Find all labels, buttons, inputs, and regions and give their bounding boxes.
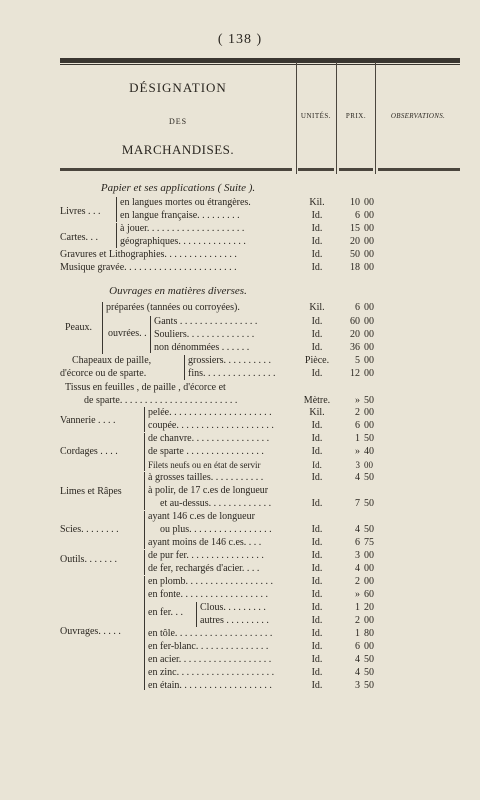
brace [196, 602, 197, 627]
category-ouvrages: Ouvrages. . . . . [60, 626, 121, 637]
brace [184, 355, 185, 380]
header-rule-thin [60, 64, 460, 65]
book-page: ( 138 ) DÉSIGNATION DES MARCHANDISES. UNITÉS. PRIX. OBSERVATIONS. Papier et ses applications ( Suite ). Livres . . . en langues mortes ou étrangères. Kil. 10 00 en langue française. . . . . . . . . Id. 6 00 Cartes. . . à jouer. . . . . . . . . . . . . . . . . . . . Id. 15 00 géographiques. . . . . . . . . . . . . . Id. 20 00 Gravures et Lithographies. . . . . . . . . . . . . . . Id. 50 00 Musique gravée. . . . . . . . . . . . . . . . . . . . . . . Id. 18 00 Ouvrages en matières diverses. Peaux. préparées (tannées ou corroyées). Kil. 6 00 ouvrées. . Gants . . . . . . . . . . . . . . . . Id. 60 00 Souliers. . . . . . . . . . . . . . Id. 20 00 non dénommées . . . . . . Id. 36 00 Chapeaux de paille, grossiers. . . . . . . . . . Pièce. 5 00 d'écorce ou de sparte. fins. . . . . . . . . . . . . . . Id. 12 00 Tissus en feuilles , de paille , d'écorce et de sparte. . . . . . . . . . . . . . . . . . . . . . . . Mètre. » 50 Vannerie . . . . pelée. . . . . . . . . . . . . . . . . . . . . Kil. 2 00 coupée. . . . . . . . . . . . . . . . . . . . Id. 6 00 Cordages . . . . de chanvre. . . . . . . . . . . . . . . . Id. 1 50 de sparte . . . . . . . . . . . . . . . . Id. » 40 Filets neufs ou en état de servir Id. 3 00 Limes et Râpes à grosses tailles. . . . . . . . . . . Id. 4 50 à polir, de 17 c.es de longueur et au-dessus. . . . . . . . . . . . . Id. 7 50 Scies. . . . . . . . ayant 146 c.es de longueur ou plus. . . . . . . . . . . . . . . . . Id. 4 50 ayant moins de 146 c.es. . . . Id. 6 75 Outils. . . . . . . de pur fer. . . . . . . . . . . . . . . . Id. 3 00 de fer, rechargés d'acier. . . . Id. 4 00 Ouvrages. . . . . en plomb. . . . . . . . . . . . . . . . . . Id. 2 00 en fonte. . . . . . . . . . . . . . . . . . Id. » 60 en fer. . . Clous. . . . . . . . . Id. 1 20 autres . . . . . . . . . Id. 2 00 en tôle. . . . . . . . . . . . . . . . . . . . Id. 1 80 en fer-blanc. . . . . . . . . . . . . . . Id. 6 00 en acier. . . . . . . . . . . . . . . . . . . Id. 4 50 en zinc. . . . . . . . . . . . . . . . . . . . Id. 4 50 en étain. . . . . . . . . . . . . . . . . . . Id. 3 50 [0, 0, 480, 800]
category-peaux: Peaux. [65, 322, 92, 333]
page-number: ( 138 ) [217, 32, 263, 47]
header-units: UNITÉS. [300, 112, 332, 120]
brace [144, 511, 145, 549]
category-cartes: Cartes. . . [60, 232, 99, 243]
brace [144, 550, 145, 575]
brace [144, 407, 145, 432]
category-ouvrees: ouvrées. . [108, 328, 147, 339]
header-marchandises: MARCHANDISES. [121, 142, 235, 157]
category-limes: Limes et Râpes [60, 486, 122, 497]
header-price: PRIX. [345, 112, 367, 120]
header-rule-thick [60, 58, 460, 63]
brace [116, 197, 117, 222]
category-livres: Livres . . . [60, 206, 101, 217]
header-des: DES [168, 117, 188, 126]
category-vannerie: Vannerie . . . . [60, 415, 116, 426]
header-designation: DÉSIGNATION [129, 80, 227, 95]
brace [116, 223, 117, 248]
header-underline [339, 168, 373, 171]
brace [144, 433, 145, 471]
header-underline [378, 168, 460, 171]
category-scies: Scies. . . . . . . . [60, 524, 119, 535]
header-underline [60, 168, 292, 171]
category-en-fer: en fer. . . [148, 607, 183, 618]
brace [144, 472, 145, 510]
section-title: Ouvrages en matières diverses. [109, 285, 247, 297]
brace [144, 576, 145, 690]
header-observations: OBSERVATIONS. [390, 112, 446, 120]
header-underline [298, 168, 334, 171]
brace [150, 316, 151, 353]
section-title: Papier et ses applications ( Suite ). [100, 182, 256, 194]
brace [102, 302, 103, 354]
category-outils: Outils. . . . . . . [60, 554, 117, 565]
category-cordages: Cordages . . . . [60, 446, 118, 457]
